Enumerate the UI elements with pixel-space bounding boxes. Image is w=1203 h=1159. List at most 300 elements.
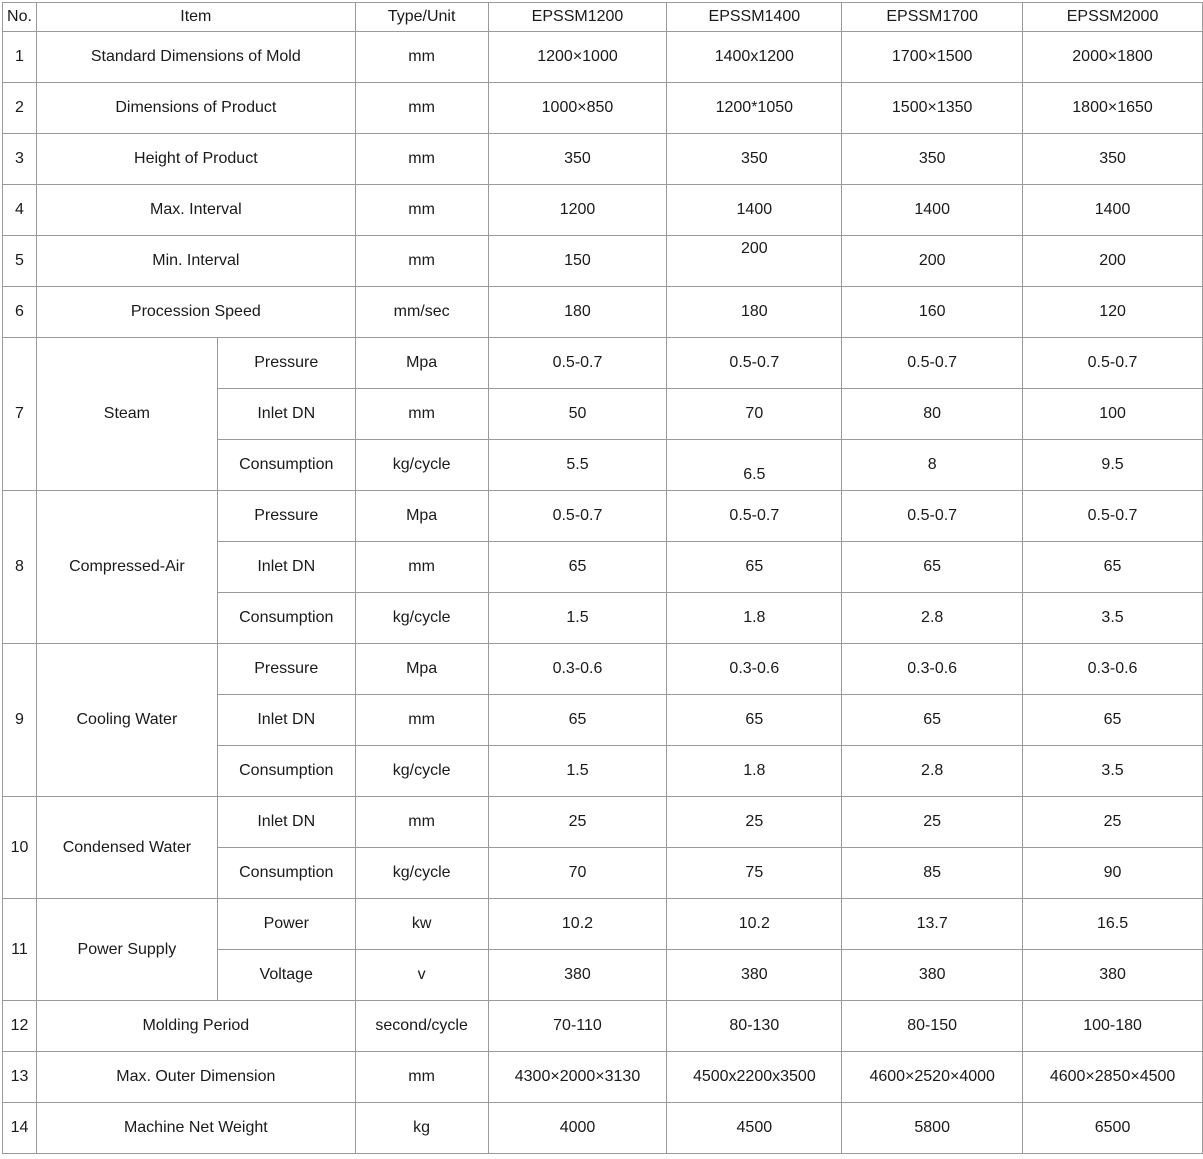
row-number — [3, 644, 37, 797]
value-cell — [842, 338, 1023, 389]
row-number — [3, 1001, 37, 1052]
sub-item-name — [217, 491, 355, 542]
sub-item-name-text: Consumption — [239, 609, 334, 626]
row-number — [3, 134, 37, 185]
value-cell-text: 65 — [1103, 558, 1122, 575]
unit-cell-text: mm/sec — [393, 303, 450, 320]
value-cell-text: 380 — [740, 966, 768, 983]
value-cell-text: 25 — [1103, 813, 1122, 830]
value-cell-text: 350 — [564, 150, 591, 167]
value-cell-text: 70 — [745, 405, 764, 422]
value-cell — [488, 1103, 667, 1154]
value-cell-text: 100 — [1099, 405, 1126, 422]
sub-item-name — [217, 746, 355, 797]
table-row — [3, 236, 1203, 287]
value-cell-text: 1400x1200 — [714, 48, 794, 65]
unit-cell — [355, 797, 488, 848]
value-cell — [667, 695, 842, 746]
sub-item-name — [217, 797, 355, 848]
value-cell-text: 0.5-0.7 — [907, 354, 958, 371]
item-name-text: Molding Period — [142, 1017, 250, 1034]
row-number-text: 5 — [15, 252, 24, 269]
value-cell-text: 65 — [745, 711, 764, 728]
value-cell-text: 25 — [745, 813, 764, 830]
sub-item-name — [217, 338, 355, 389]
unit-cell — [355, 1001, 488, 1052]
unit-cell-text: second/cycle — [375, 1017, 468, 1034]
value-cell-text: 5.5 — [566, 456, 589, 473]
value-cell — [488, 1001, 667, 1052]
value-cell — [1023, 32, 1203, 83]
item-group-name — [36, 644, 217, 797]
value-cell-text: 1000×850 — [541, 99, 614, 116]
sub-item-name — [217, 593, 355, 644]
row-number — [3, 236, 37, 287]
value-cell-text: 4300×2000×3130 — [514, 1068, 641, 1085]
value-cell — [667, 134, 842, 185]
table-row — [3, 338, 1203, 389]
item-group-name-text: Cooling Water — [76, 711, 178, 728]
value-cell — [667, 848, 842, 899]
value-cell-text: 4000 — [559, 1119, 596, 1136]
value-cell-text: 1700×1500 — [891, 48, 973, 65]
value-cell-text: 85 — [923, 864, 942, 881]
row-number — [3, 1103, 37, 1154]
value-cell — [488, 695, 667, 746]
row-number-text: 6 — [15, 303, 24, 320]
value-cell — [1023, 1001, 1203, 1052]
value-cell — [488, 593, 667, 644]
row-number — [3, 32, 37, 83]
sub-item-name — [217, 848, 355, 899]
value-cell-text: 0.3-0.6 — [1087, 660, 1138, 677]
item-name-text: Machine Net Weight — [123, 1119, 268, 1136]
value-cell-text: 380 — [918, 966, 946, 983]
sub-item-name-text: Inlet DN — [257, 711, 316, 728]
unit-cell-text: kg/cycle — [392, 456, 451, 473]
row-number — [3, 797, 37, 899]
value-cell — [1023, 236, 1203, 287]
value-cell-text: 1400 — [1094, 201, 1131, 218]
sub-item-name — [217, 542, 355, 593]
value-cell — [1023, 593, 1203, 644]
value-cell-text: 1400 — [736, 201, 773, 218]
unit-cell-text: mm — [408, 201, 435, 218]
value-cell-text: 65 — [568, 558, 587, 575]
value-cell — [842, 185, 1023, 236]
value-cell-text: 70 — [568, 864, 587, 881]
value-cell — [842, 389, 1023, 440]
value-cell-text: 9.5 — [1101, 456, 1124, 473]
value-cell — [667, 899, 842, 950]
item-group-name-text: Condensed Water — [62, 838, 192, 856]
value-cell-text: 80-150 — [907, 1017, 958, 1034]
unit-cell — [355, 83, 488, 134]
unit-cell — [355, 338, 488, 389]
value-cell — [667, 746, 842, 797]
value-cell — [488, 389, 667, 440]
value-cell — [1023, 389, 1203, 440]
unit-cell — [355, 695, 488, 746]
value-cell-text: 0.5-0.7 — [1087, 507, 1138, 524]
unit-cell-text: mm — [408, 405, 435, 422]
value-cell-text: 350 — [740, 150, 768, 167]
value-cell — [842, 440, 1023, 491]
value-cell-text: 25 — [923, 813, 942, 830]
unit-cell-text: mm — [408, 252, 435, 269]
value-cell — [1023, 950, 1203, 1001]
value-cell-text: 0.5-0.7 — [552, 507, 603, 524]
value-cell — [1023, 440, 1203, 491]
unit-cell-text: kg/cycle — [392, 762, 451, 779]
value-cell-text: 13.7 — [916, 915, 948, 932]
table-row — [3, 1103, 1203, 1154]
unit-cell-text: Mpa — [406, 354, 438, 371]
value-cell-text: 5800 — [914, 1119, 950, 1136]
value-cell-text: 0.5-0.7 — [1087, 354, 1138, 371]
unit-cell — [355, 440, 488, 491]
value-cell — [842, 950, 1023, 1001]
sub-item-name — [217, 899, 355, 950]
unit-cell — [355, 389, 488, 440]
value-cell-text: 3.5 — [1101, 762, 1124, 779]
sub-item-name-text: Inlet DN — [257, 558, 316, 575]
value-cell-text: 350 — [918, 150, 946, 167]
item-name — [36, 83, 355, 134]
table-row — [3, 797, 1203, 848]
value-cell — [488, 185, 667, 236]
header-no — [3, 3, 37, 32]
value-cell-text: 380 — [564, 966, 591, 983]
value-cell — [488, 797, 667, 848]
value-cell — [1023, 1103, 1203, 1154]
unit-cell — [355, 1103, 488, 1154]
value-cell-text: 65 — [923, 558, 942, 575]
value-cell-text: 380 — [1099, 966, 1126, 983]
value-cell — [488, 1052, 667, 1103]
header-item — [36, 3, 355, 32]
table-row — [3, 899, 1203, 950]
value-cell — [842, 83, 1023, 134]
unit-cell — [355, 287, 488, 338]
row-number-text: 1 — [15, 48, 24, 65]
value-cell-text: 1.8 — [743, 609, 766, 626]
item-name — [36, 1052, 355, 1103]
row-number-text: 3 — [15, 150, 24, 167]
sub-item-name-text: Consumption — [239, 456, 334, 473]
item-name-text: Max. Interval — [150, 201, 242, 218]
value-cell — [488, 338, 667, 389]
table-row — [3, 32, 1203, 83]
item-group-name-text: Power Supply — [77, 940, 177, 958]
value-cell — [667, 236, 842, 287]
item-name-text: Max. Outer Dimension — [116, 1068, 276, 1085]
header-unit-text: Type/Unit — [387, 8, 456, 25]
table-row — [3, 287, 1203, 338]
value-cell — [488, 83, 667, 134]
value-cell-text: 1500×1350 — [891, 99, 973, 116]
header-model-3-text: EPSSM1700 — [886, 8, 978, 25]
row-number — [3, 491, 37, 644]
value-cell-text: 0.3-0.6 — [552, 660, 603, 677]
unit-cell — [355, 593, 488, 644]
value-cell-text: 1200*1050 — [715, 99, 794, 116]
value-cell — [488, 848, 667, 899]
row-number-text: 11 — [11, 940, 28, 958]
value-cell-text: 1.5 — [566, 762, 589, 779]
header-model-2-text: EPSSM1400 — [708, 8, 801, 25]
value-cell-text: 3.5 — [1101, 609, 1124, 626]
value-cell-text: 120 — [1099, 303, 1126, 320]
table-row — [3, 1001, 1203, 1052]
value-cell-text: 150 — [564, 252, 591, 269]
value-cell-text: 350 — [1099, 150, 1126, 167]
header-model-4-text: EPSSM2000 — [1066, 8, 1159, 25]
header-no-text: No. — [7, 8, 32, 25]
unit-cell-text: mm — [408, 99, 435, 116]
value-cell — [842, 32, 1023, 83]
unit-cell — [355, 32, 488, 83]
unit-cell-text: kg — [413, 1119, 431, 1136]
row-number-text: 10 — [10, 838, 29, 856]
value-cell-text: 0.3-0.6 — [907, 660, 958, 677]
sub-item-name-text: Consumption — [239, 864, 334, 881]
value-cell-text: 50 — [568, 405, 587, 422]
unit-cell-text: v — [417, 966, 426, 983]
value-cell — [1023, 1052, 1203, 1103]
sub-item-name-text: Pressure — [254, 660, 319, 677]
unit-cell — [355, 236, 488, 287]
header-model-1-text: EPSSM1200 — [531, 8, 624, 25]
value-cell-text: 75 — [745, 864, 764, 881]
value-cell-text: 160 — [918, 303, 946, 320]
item-name — [36, 185, 355, 236]
sub-item-name — [217, 440, 355, 491]
value-cell-text: 180 — [740, 303, 768, 320]
row-number — [3, 185, 37, 236]
value-cell — [842, 236, 1023, 287]
value-cell — [667, 1103, 842, 1154]
value-cell-text: 16.5 — [1096, 915, 1129, 932]
sub-item-name-text: Inlet DN — [257, 405, 316, 422]
unit-cell-text: Mpa — [406, 660, 438, 677]
unit-cell — [355, 134, 488, 185]
header-model-1 — [488, 3, 667, 32]
item-name — [36, 236, 355, 287]
value-cell — [1023, 848, 1203, 899]
value-cell — [842, 899, 1023, 950]
value-cell — [667, 1052, 842, 1103]
value-cell-text: 200 — [918, 252, 946, 269]
unit-cell-text: mm — [408, 150, 435, 167]
unit-cell-text: mm — [408, 48, 435, 65]
sub-item-name-text: Inlet DN — [257, 813, 316, 830]
item-group-name — [36, 899, 217, 1001]
row-number — [3, 899, 37, 1001]
table-row — [3, 644, 1203, 695]
value-cell — [842, 797, 1023, 848]
value-cell — [667, 491, 842, 542]
row-number-text: 14 — [10, 1119, 29, 1136]
table-row — [3, 1052, 1203, 1103]
value-cell — [842, 542, 1023, 593]
value-cell — [842, 848, 1023, 899]
value-cell-text: 80-130 — [729, 1017, 780, 1034]
item-group-name — [36, 338, 217, 491]
spec-table — [2, 2, 1203, 1154]
value-cell — [1023, 542, 1203, 593]
value-cell-text: 0.5-0.7 — [729, 507, 780, 524]
value-cell-text: 200 — [740, 240, 768, 257]
unit-cell — [355, 899, 488, 950]
row-number-text: 4 — [15, 201, 24, 218]
value-cell — [667, 32, 842, 83]
header-model-4 — [1023, 3, 1203, 32]
value-cell-text: 180 — [564, 303, 591, 320]
row-number-text: 13 — [10, 1068, 29, 1085]
value-cell-text: 65 — [568, 711, 587, 728]
value-cell-text: 0.5-0.7 — [907, 507, 958, 524]
value-cell-text: 1.8 — [743, 762, 766, 779]
value-cell — [1023, 83, 1203, 134]
item-name — [36, 287, 355, 338]
value-cell-text: 4500 — [736, 1119, 773, 1136]
value-cell — [1023, 185, 1203, 236]
table-row — [3, 134, 1203, 185]
item-group-name-text: Steam — [103, 405, 151, 422]
value-cell-text: 65 — [745, 558, 764, 575]
value-cell — [488, 542, 667, 593]
table-row — [3, 83, 1203, 134]
value-cell — [667, 338, 842, 389]
value-cell-text: 10.2 — [561, 915, 594, 932]
unit-cell-text: kw — [411, 915, 432, 932]
table-row — [3, 491, 1203, 542]
value-cell — [667, 83, 842, 134]
value-cell — [842, 1001, 1023, 1052]
row-number — [3, 83, 37, 134]
value-cell-text: 25 — [568, 813, 587, 830]
value-cell-text: 10.2 — [738, 915, 770, 932]
unit-cell-text: mm — [408, 711, 435, 728]
item-group-name-text: Compressed-Air — [69, 558, 185, 575]
unit-cell-text: mm — [408, 558, 435, 575]
value-cell — [842, 1052, 1023, 1103]
item-name — [36, 32, 355, 83]
value-cell-text: 1400 — [914, 201, 950, 218]
value-cell — [842, 1103, 1023, 1154]
value-cell-text: 0.5-0.7 — [552, 354, 603, 371]
row-number-text: 8 — [15, 558, 24, 575]
header-item-text: Item — [180, 8, 212, 25]
value-cell — [667, 542, 842, 593]
sub-item-name-text: Pressure — [254, 507, 319, 524]
unit-cell — [355, 644, 488, 695]
header-model-2 — [667, 3, 842, 32]
value-cell — [667, 440, 842, 491]
item-group-name — [36, 491, 217, 644]
row-number-text: 9 — [15, 711, 24, 728]
value-cell — [842, 134, 1023, 185]
value-cell — [488, 950, 667, 1001]
row-number — [3, 287, 37, 338]
value-cell — [667, 287, 842, 338]
header-row — [3, 3, 1203, 32]
value-cell-text: 6.5 — [743, 466, 766, 483]
value-cell — [1023, 134, 1203, 185]
value-cell — [488, 644, 667, 695]
value-cell-text: 2.8 — [921, 609, 944, 626]
value-cell-text: 0.3-0.6 — [729, 660, 780, 677]
sub-item-name-text: Power — [263, 915, 309, 932]
value-cell — [842, 746, 1023, 797]
sub-item-name — [217, 389, 355, 440]
unit-cell — [355, 848, 488, 899]
value-cell — [488, 32, 667, 83]
value-cell-text: 1800×1650 — [1072, 99, 1153, 116]
item-name — [36, 1103, 355, 1154]
header-model-3 — [842, 3, 1023, 32]
unit-cell — [355, 746, 488, 797]
value-cell-text: 0.5-0.7 — [729, 354, 780, 371]
value-cell-text: 90 — [1103, 864, 1122, 881]
value-cell-text: 200 — [1099, 252, 1126, 269]
value-cell — [1023, 491, 1203, 542]
value-cell — [842, 287, 1023, 338]
table-row — [3, 185, 1203, 236]
value-cell — [667, 1001, 842, 1052]
unit-cell — [355, 542, 488, 593]
value-cell-text: 70-110 — [553, 1017, 602, 1034]
unit-cell-text: mm — [408, 1068, 435, 1085]
value-cell-text: 1200×1000 — [537, 48, 618, 65]
value-cell-text: 80 — [923, 405, 942, 422]
value-cell — [488, 899, 667, 950]
item-name — [36, 134, 355, 185]
value-cell — [667, 593, 842, 644]
item-name-text: Procession Speed — [130, 303, 261, 320]
sub-item-name — [217, 950, 355, 1001]
value-cell-text: 1.5 — [566, 609, 589, 626]
value-cell — [667, 797, 842, 848]
value-cell-text: 2000×1800 — [1072, 48, 1153, 65]
row-number — [3, 1052, 37, 1103]
value-cell — [1023, 797, 1203, 848]
value-cell — [667, 950, 842, 1001]
item-group-name — [36, 797, 217, 899]
item-name-text: Dimensions of Product — [115, 99, 277, 116]
value-cell — [488, 236, 667, 287]
value-cell — [842, 491, 1023, 542]
value-cell — [842, 695, 1023, 746]
row-number-text: 7 — [15, 405, 24, 422]
sub-item-name-text: Consumption — [239, 762, 334, 779]
row-number-text: 2 — [15, 99, 24, 116]
value-cell — [488, 287, 667, 338]
sub-item-name — [217, 695, 355, 746]
unit-cell — [355, 950, 488, 1001]
value-cell-text: 65 — [1103, 711, 1122, 728]
value-cell-text: 65 — [923, 711, 942, 728]
value-cell-text: 4600×2520×4000 — [869, 1068, 995, 1085]
sub-item-name-text: Voltage — [259, 966, 313, 983]
unit-cell — [355, 185, 488, 236]
value-cell-text: 100-180 — [1083, 1017, 1142, 1034]
sub-item-name — [217, 644, 355, 695]
unit-cell-text: kg/cycle — [392, 609, 451, 626]
unit-cell-text: kg/cycle — [392, 864, 451, 881]
row-number-text: 12 — [10, 1017, 29, 1034]
